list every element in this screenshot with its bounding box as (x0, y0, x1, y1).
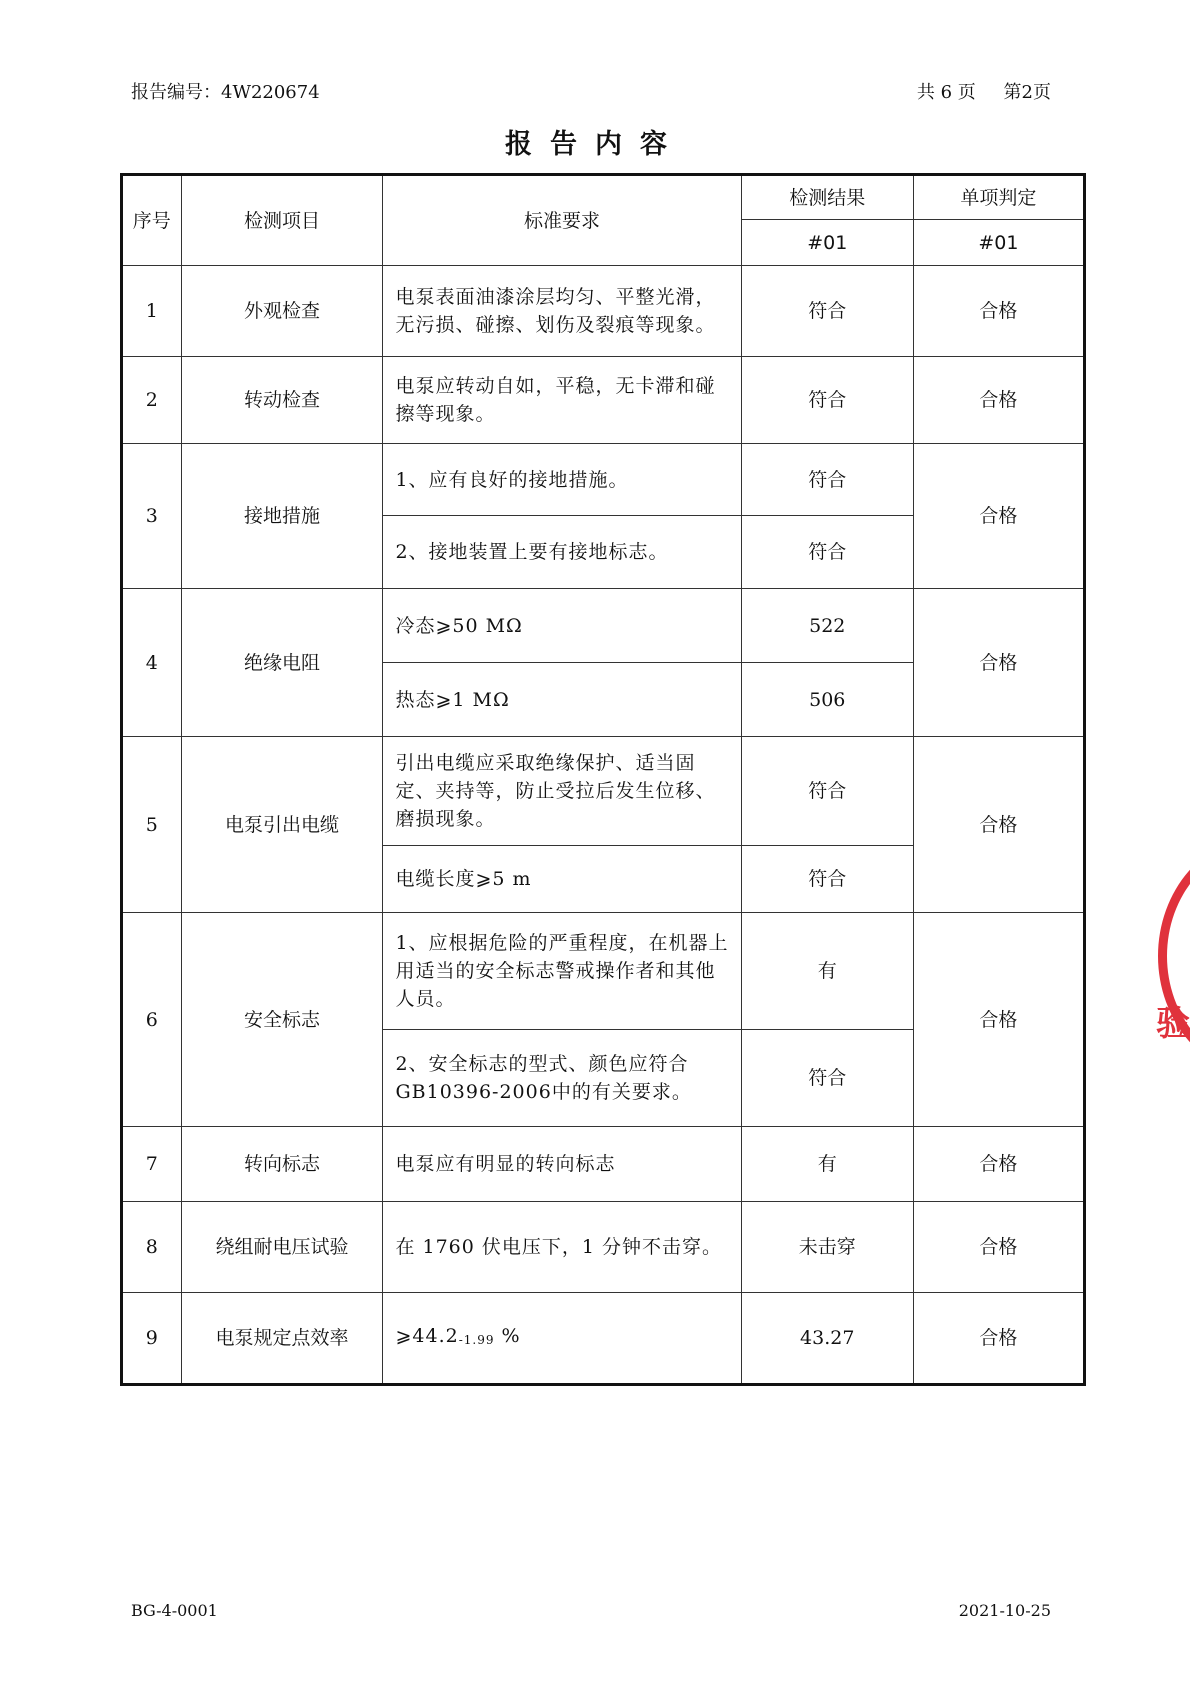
row-standard (383, 1293, 741, 1385)
report-number: 报告编号：4W220674 (131, 82, 320, 103)
row-item: 电泵规定点效率 (181, 1293, 383, 1385)
row-judgment: 合格 (913, 444, 1084, 589)
row-judgment: 合格 (913, 1202, 1084, 1293)
row-item: 接地措施 (181, 444, 383, 589)
row-standard: 电缆长度⩾5 m (383, 846, 741, 913)
row-judgment: 合格 (913, 913, 1084, 1127)
page-title: 报告内容 (505, 129, 685, 160)
row-item: 绕组耐电压试验 (181, 1202, 383, 1293)
row-item: 转动检查 (181, 357, 383, 444)
efficiency-unit: % (501, 1325, 521, 1347)
row-number: 2 (122, 357, 182, 444)
row-standard: 热态⩾1 MΩ (383, 663, 741, 737)
row-result: 未击穿 (741, 1202, 913, 1293)
seal-text: 验 (1156, 1004, 1190, 1044)
row-standard: 1、应有良好的接地措施。 (383, 444, 741, 516)
row-number: 7 (122, 1127, 182, 1202)
row-number: 1 (122, 266, 182, 357)
row-number: 8 (122, 1202, 182, 1293)
row-result: 符合 (741, 516, 913, 589)
report-date: 2021-10-25 (958, 1601, 1051, 1620)
row-judgment: 合格 (913, 737, 1084, 913)
judgment-header: 单项判定 (913, 175, 1084, 220)
row-result: 43.27 (741, 1293, 913, 1385)
row-item: 外观检查 (181, 266, 383, 357)
table-row (122, 444, 1085, 516)
table-row (122, 357, 1085, 444)
row-item: 转向标志 (181, 1127, 383, 1202)
seq-header: 序号 (122, 175, 182, 266)
row-result: 符合 (741, 846, 913, 913)
row-judgment: 合格 (913, 266, 1084, 357)
row-item: 绝缘电阻 (181, 589, 383, 737)
row-result: 522 (741, 589, 913, 663)
result-header: 检测结果 (741, 175, 913, 220)
row-standard: 在 1760 伏电压下，1 分钟不击穿。 (383, 1202, 741, 1293)
item-header: 检测项目 (181, 175, 383, 266)
row-standard: 电泵应有明显的转向标志 (383, 1127, 741, 1202)
table-row (122, 1202, 1085, 1293)
result-sample-id: #01 (741, 220, 913, 266)
page-number: 第2页 (1003, 82, 1051, 103)
row-standard: 2、安全标志的型式、颜色应符合GB10396-2006中的有关要求。 (383, 1030, 741, 1127)
row-result: 符合 (741, 444, 913, 516)
row-number: 4 (122, 589, 182, 737)
row-item: 安全标志 (181, 913, 383, 1127)
page-info (895, 78, 1051, 104)
row-result: 符合 (741, 737, 913, 846)
table-row (122, 913, 1085, 1030)
row-result: 506 (741, 663, 913, 737)
efficiency-requirement: ⩾44.2 (395, 1325, 459, 1347)
row-standard: 电泵应转动自如，平稳，无卡滞和碰擦等现象。 (383, 357, 741, 444)
row-judgment: 合格 (913, 1127, 1084, 1202)
row-judgment: 合格 (913, 357, 1084, 444)
row-result: 符合 (741, 357, 913, 444)
row-result: 有 (741, 913, 913, 1030)
row-number: 6 (122, 913, 182, 1127)
row-number: 9 (122, 1293, 182, 1385)
total-pages: 共 6 页 (916, 82, 976, 103)
row-standard: 引出电缆应采取绝缘保护、适当固定、夹持等，防止受拉后发生位移、磨损现象。 (383, 737, 741, 846)
row-result: 符合 (741, 1030, 913, 1127)
table-row (122, 1293, 1085, 1385)
row-number: 5 (122, 737, 182, 913)
table-row (122, 266, 1085, 357)
form-number: BG-4-0001 (131, 1601, 218, 1620)
row-item: 电泵引出电缆 (181, 737, 383, 913)
row-standard: 冷态⩾50 MΩ (383, 589, 741, 663)
row-standard: 电泵表面油漆涂层均匀、平整光滑，无污损、碰擦、划伤及裂痕等现象。 (383, 266, 741, 357)
standard-header: 标准要求 (383, 175, 741, 266)
table-row (122, 737, 1085, 846)
judgment-sample-id: #01 (913, 220, 1084, 266)
row-judgment: 合格 (913, 1293, 1084, 1385)
row-result: 有 (741, 1127, 913, 1202)
row-standard: 2、接地装置上要有接地标志。 (383, 516, 741, 589)
efficiency-tolerance: -1.99 (458, 1333, 495, 1347)
row-standard: 1、应根据危险的严重程度，在机器上用适当的安全标志警戒操作者和其他人员。 (383, 913, 741, 1030)
row-number: 3 (122, 444, 182, 589)
row-judgment: 合格 (913, 589, 1084, 737)
table-row (122, 589, 1085, 663)
table-row (122, 1127, 1085, 1202)
inspection-table (120, 173, 1086, 1386)
row-result: 符合 (741, 266, 913, 357)
